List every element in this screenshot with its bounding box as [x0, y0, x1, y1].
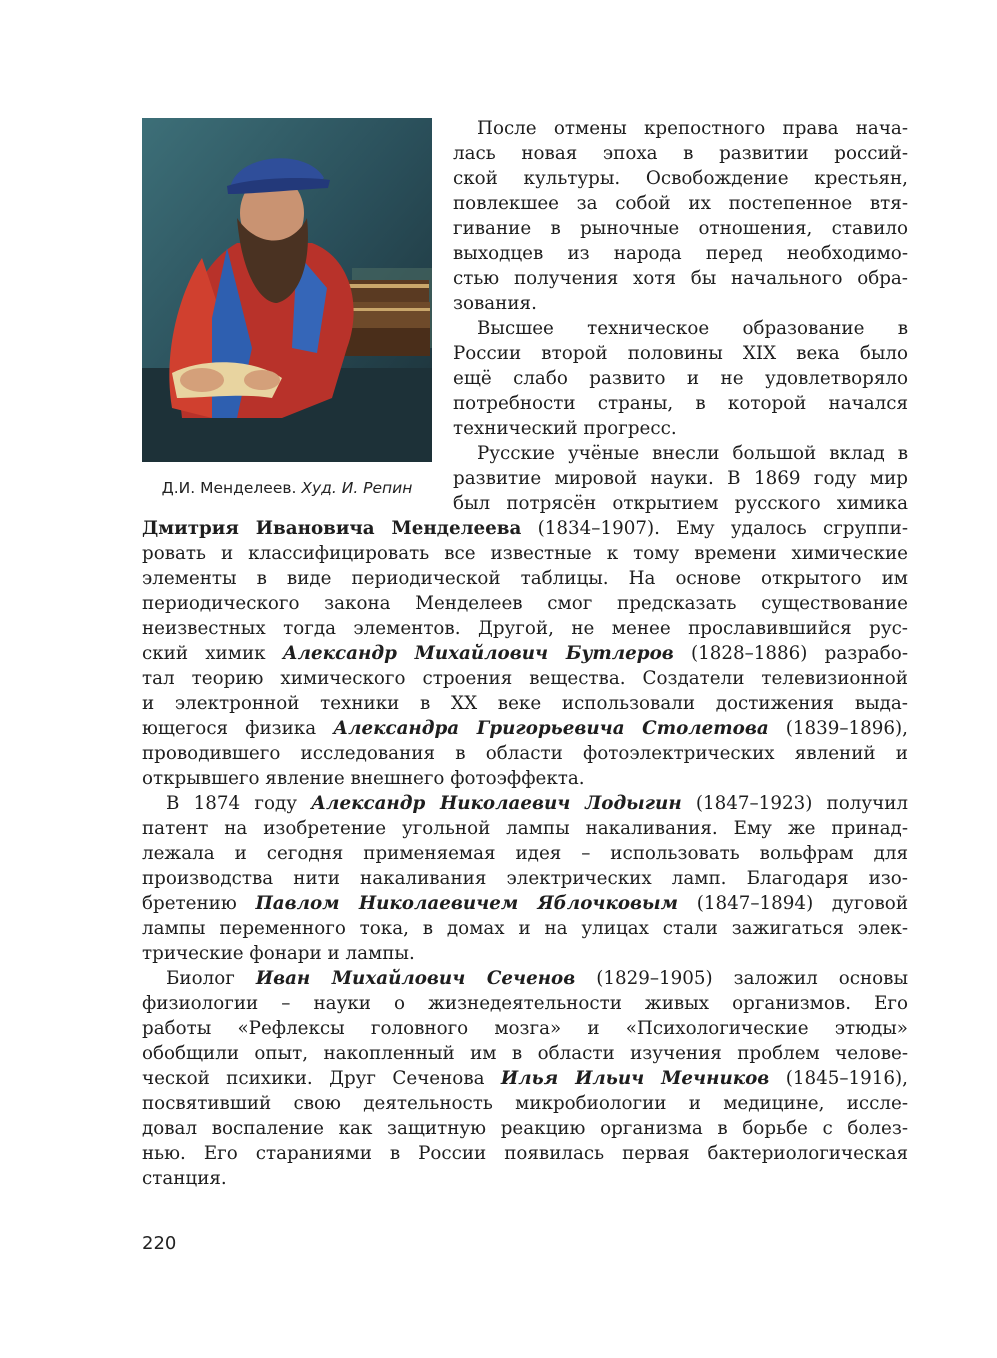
text-line: [453, 491, 908, 516]
text-line: [142, 1016, 908, 1041]
text-segment: развитие мировой науки. В 1869 году мир: [453, 468, 908, 489]
text-segment: проводившего исследования в области фотоэлектрических явлений и: [142, 743, 908, 764]
text-segment: открывшего явление внешнего фотоэффекта.: [142, 768, 585, 789]
text-line: [142, 891, 908, 916]
text-line: [453, 316, 908, 341]
text-segment: периодического закона Менделеев смог предсказать существование: [142, 593, 908, 614]
text-line: [142, 991, 908, 1016]
text-line: [142, 541, 908, 566]
text-segment: Биолог: [166, 968, 256, 989]
text-segment: Высшее техническое образование в: [477, 318, 908, 339]
person-name: Александра Григорьевича Столетова: [333, 718, 769, 739]
text-line: [142, 1091, 908, 1116]
text-line: [142, 591, 908, 616]
text-segment: станция.: [142, 1168, 227, 1189]
text-segment: (1829–1905) заложил основы: [575, 968, 908, 989]
text-line: [142, 841, 908, 866]
text-line: [142, 516, 908, 541]
text-segment: ский химик: [142, 643, 283, 664]
text-segment: ещё слабо развито и не удовлетворяло: [453, 368, 908, 389]
text-line: [453, 391, 908, 416]
text-line: [142, 666, 908, 691]
text-segment: трические фонари и лампы.: [142, 943, 415, 964]
text-line: [453, 366, 908, 391]
text-line: [453, 241, 908, 266]
person-name: Илья Ильич Мечников: [500, 1068, 770, 1089]
text-segment: ющегося физика: [142, 718, 334, 739]
text-line: [142, 1141, 908, 1166]
text-line: [142, 716, 908, 741]
text-line: [142, 566, 908, 591]
text-line: [453, 341, 908, 366]
text-segment: потребности страны, в которой начался: [453, 393, 908, 414]
person-name: Иван Михайлович Сеченов: [255, 968, 576, 989]
text-line: [142, 816, 908, 841]
text-segment: Русские учёные внесли большой вклад в: [477, 443, 908, 464]
bold-name: Дмитрия Ивановича Менделеева: [142, 518, 522, 539]
text-segment: физиологии – науки о жизнедеятельности живых организмов. Его: [142, 993, 908, 1014]
person-name: Александр Николаевич Лодыгин: [311, 793, 682, 814]
text-segment: (1834–1907). Ему удалось сгруппи-: [521, 518, 908, 539]
text-segment: лась новая эпоха в развитии россий-: [453, 143, 908, 164]
text-segment: повлекшее за собой их постепенное втя-: [453, 193, 908, 214]
text-segment: гивание в рыночные отношения, ставило: [453, 218, 908, 239]
text-segment: и электронной техники в XX веке использовали достижения выда-: [142, 693, 908, 714]
text-line: [142, 766, 908, 791]
text-segment: нью. Его стараниями в России появилась первая бактериологическая: [142, 1143, 908, 1164]
text-segment: обобщили опыт, накопленный им в области изучения проблем челове-: [142, 1043, 908, 1064]
text-line: [142, 1166, 908, 1191]
text-segment: неизвестных тогда элементов. Другой, не менее прославившийся рус-: [142, 618, 908, 639]
text-segment: В 1874 году: [166, 793, 312, 814]
text-line: [142, 966, 908, 991]
text-segment: ской культуры. Освобождение крестьян,: [453, 168, 908, 189]
text-line: [453, 416, 908, 441]
text-segment: (1847–1894) дуговой: [678, 893, 909, 914]
text-segment: посвятивший свою деятельность микробиологии и медицине, иссле-: [142, 1093, 908, 1114]
text-line: [453, 466, 908, 491]
text-line: [142, 916, 908, 941]
text-segment: (1845–1916),: [769, 1068, 908, 1089]
text-segment: тал теорию химического строения вещества. Создатели телевизионной: [142, 668, 908, 689]
person-name: Александр Михайлович Бутлеров: [282, 643, 674, 664]
text-segment: ческой психики. Друг Сеченова: [142, 1068, 501, 1089]
text-segment: производства нити накаливания электрических ламп. Благодаря изо-: [142, 868, 908, 889]
text-line: [453, 441, 908, 466]
text-line: [142, 866, 908, 891]
text-segment: лампы переменного тока, в домах и на улицах стали зажигаться элек-: [142, 918, 908, 939]
text-segment: (1828–1886) разрабо-: [673, 643, 908, 664]
text-segment: зования.: [453, 293, 537, 314]
text-segment: элементы в виде периодической таблицы. На основе открытого им: [142, 568, 908, 589]
text-segment: После отмены крепостного права нача-: [477, 118, 908, 139]
caption-artist: Худ. И. Репин: [301, 479, 413, 497]
text-line: [142, 1041, 908, 1066]
text-segment: технический прогресс.: [453, 418, 677, 439]
text-line: [142, 691, 908, 716]
text-line: [142, 1116, 908, 1141]
text-segment: России второй половины XIX века было: [453, 343, 908, 364]
page-number: 220: [142, 1233, 177, 1254]
text-line: [142, 616, 908, 641]
text-segment: стью получения хотя бы начального обра-: [453, 268, 908, 289]
text-line: [142, 941, 908, 966]
caption-subject: Д.И. Менделеев.: [161, 479, 297, 497]
text-line: [453, 116, 908, 141]
text-line: [453, 191, 908, 216]
text-segment: (1847–1923) получил: [681, 793, 908, 814]
text-line: [453, 291, 908, 316]
text-segment: лежала и сегодня применяемая идея – использовать вольфрам для: [142, 843, 908, 864]
text-segment: (1839–1896),: [768, 718, 908, 739]
text-line: [142, 1066, 908, 1091]
text-segment: довал воспаление как защитную реакцию организма в борьбе с болез-: [142, 1118, 908, 1139]
person-name: Павлом Николаевичем Яблочковым: [255, 893, 679, 914]
text-segment: выходцев из народа перед необходимо-: [453, 243, 908, 264]
text-segment: бретению: [142, 893, 256, 914]
text-line: [142, 641, 908, 666]
text-segment: патент на изобретение угольной лампы накаливания. Ему же принад-: [142, 818, 908, 839]
text-line: [142, 791, 908, 816]
text-line: [453, 141, 908, 166]
text-line: [142, 741, 908, 766]
text-line: [453, 166, 908, 191]
text-segment: ровать и классифицировать все известные к тому времени химические: [142, 543, 908, 564]
text-line: [453, 216, 908, 241]
body-text: [142, 116, 908, 1191]
text-segment: работы «Рефлексы головного мозга» и «Психологические этюды»: [142, 1018, 908, 1039]
text-line: [453, 266, 908, 291]
text-segment: был потрясён открытием русского химика: [453, 493, 908, 514]
